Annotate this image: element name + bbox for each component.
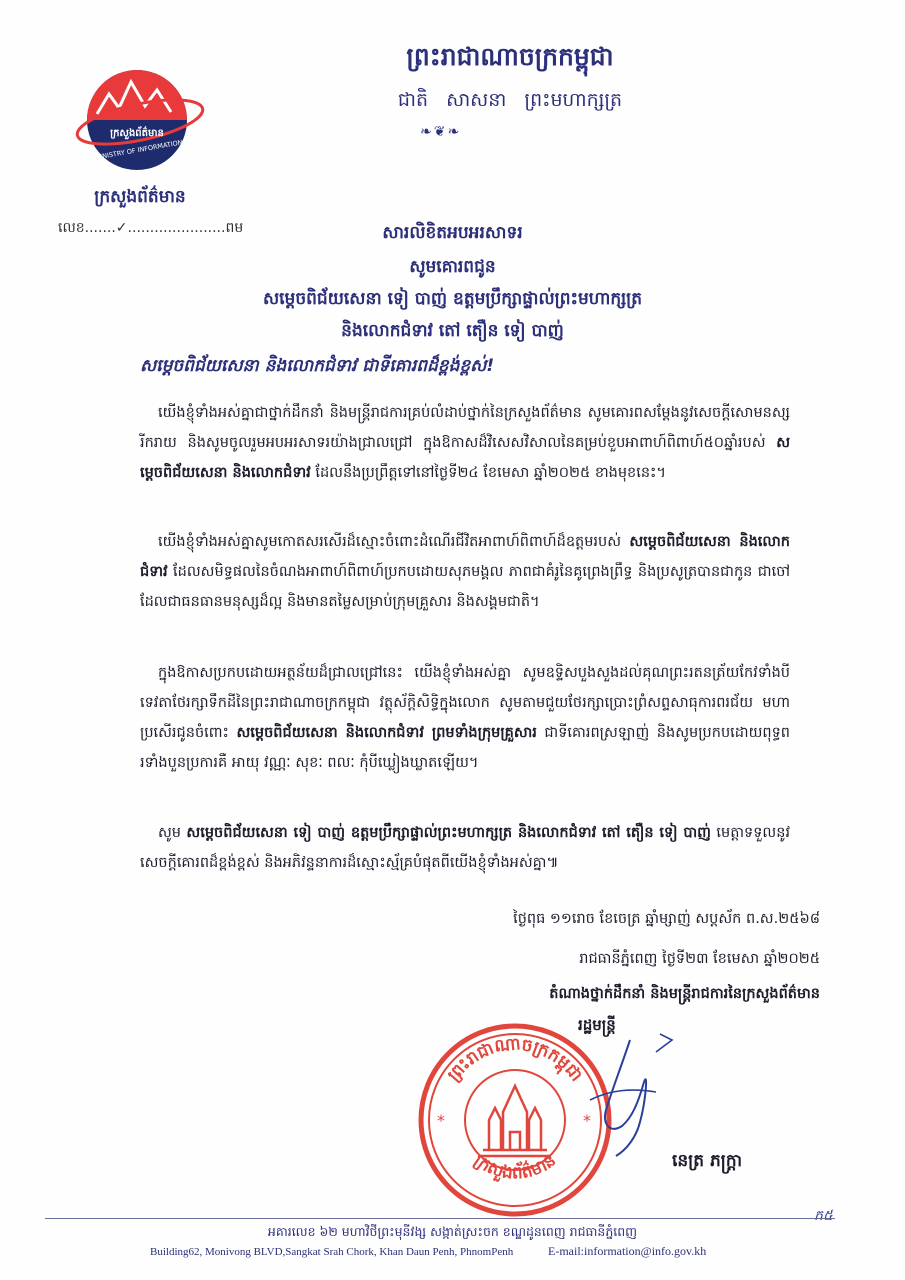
seal-star-icon: *	[437, 1111, 445, 1130]
p2-text-c: ដែលសមិទ្ធផលនៃចំណងអាពាហ៍ពិពាហ៍ប្រកបដោយសុភមង្គល ភាពជាគំរូនៃគូព្រេងព្រឹទ្ធ និងប្រសូត្របានជាកូន ជាចៅ ដែលជាធនធានមនុស្សដ៏ល្អ និងមានតម្លៃសម្រាប់ក្រុមគ្រួសារ និងសង្គមជាតិ។	[140, 564, 790, 610]
lunar-date: ថ្ងៃពុធ ១១រោច ខែចេត្រ ឆ្នាំម្សាញ់ សប្តស័ក ព.ស.២៥៦៨	[513, 911, 820, 927]
letter-title: សារលិខិតអបអរសាទរ	[382, 223, 523, 243]
signer-name: នេត្រ ភក្ត្រា	[672, 1151, 743, 1171]
footer-address-kh: អគារលេខ ៦២ មហាវិថីព្រះមុនីវង្ស សង្កាត់ស្រះចក ខណ្ឌដូនពេញ រាជធានីភ្នំពេញ	[267, 1224, 638, 1239]
header-ornament: ❧❦❧	[420, 124, 462, 140]
footer-address-en: Building62, Monivong BLVD,Sangkat Srah Chork, Khan Daun Penh, PhnomPenh	[150, 1246, 514, 1258]
p4-text-c: មេត្តាទទួលនូវសេចក្តីគោរពដ៏ខ្ពង់ខ្ពស់ និងអភិវន្ទនាការដ៏ស្មោះស្ម័គ្របំផុតពីយើងខ្ញុំទាំងអស់គ្នា៕	[140, 825, 791, 871]
page-mark	[812, 1205, 862, 1225]
p3-text-c: ជាទីគោរពស្រឡាញ់ និងសូមប្រកបដោយពុទ្ធពរទាំងបួនប្រការគឺ អាយុ វណ្ណៈ សុខៈ ពលៈ កុំបីឃ្លៀងឃ្លាតឡើយ។	[140, 725, 790, 771]
paragraph-2	[140, 527, 790, 617]
signature-stroke	[605, 1040, 646, 1156]
ministry-name: ក្រសួងព័ត៌មាន	[94, 187, 186, 207]
greeting: សម្តេចពិជ័យសេនា និងលោកជំទាវ ជាទីគោរពដ៏ខ្ពង់ខ្ពស់!	[140, 356, 495, 376]
seal-star-icon: *	[583, 1111, 591, 1130]
salutation: សូមគោរពជូន	[409, 257, 496, 277]
logo-text-en: MINISTRY OF INFORMATION	[94, 138, 184, 162]
place-date: រាជធានីភ្នំពេញ ថ្ងៃទី២៣ ខែមេសា ឆ្នាំ២០២៥	[579, 951, 820, 967]
signature-stroke	[656, 1034, 672, 1052]
logo-text-kh: ក្រសួងព័ត៌មាន	[110, 128, 164, 139]
national-motto: ជាតិ សាសនា ព្រះមហាក្សត្រ	[397, 89, 623, 111]
p2-text-a: យើងខ្ញុំទាំងអស់គ្នាសូមកោតសរសើរដ៏ស្មោះចំពោះដំណើរជីវិតអាពាហ៍ពិពាហ៍ដ៏ឧត្តមរបស់	[158, 534, 622, 550]
page-mark-text: ក៥	[814, 1208, 833, 1224]
p4-text-bold: សម្តេចពិជ័យសេនា ទៀ បាញ់ ឧត្តមប្រឹក្សាផ្ទាល់ព្រះមហាក្សត្រ និងលោកជំទាវ តៅ តឿន ទៀ បាញ់	[186, 825, 711, 841]
p2-text-bold: សម្តេចពិជ័យសេនា និងលោកជំទាវ	[140, 534, 791, 580]
p3-text-bold: សម្តេចពិជ័យសេនា និងលោកជំទាវ ព្រមទាំងក្រុមគ្រួសារ	[236, 725, 537, 741]
paragraph-1	[140, 398, 790, 488]
p1-text-bold: សម្តេចពិជ័យសេនា និងលោកជំទាវ	[140, 435, 790, 481]
minister-title: រដ្ឋមន្ត្រី	[578, 1016, 616, 1034]
angkor-temple-icon	[479, 1086, 551, 1156]
ministry-logo	[75, 62, 210, 177]
footer-email: E-mail:information@info.gov.kh	[548, 1244, 707, 1258]
footer-divider	[45, 1218, 835, 1219]
p3-text-a: ក្នុងឱកាសប្រកបដោយអត្ថន័យដ៏ជ្រាលជ្រៅនេះ យើងខ្ញុំទាំងអស់គ្នា សូមឧទ្ទិសបួងសួងដល់គុណព្រះរតនត្រ័យកែវទាំងបី ទេវតាថែរក្សាទឹកដីនៃព្រះរាជាណាចក្រកម្ពុជា វត្ថុស័ក្តិសិទ្ធិក្នុងលោក សូមតាមជួយថែរក្សាប្រោះព្រំសព្ទសាធុការពរជ័យ មហាប្រសើរជូនចំពោះ	[140, 665, 790, 741]
paragraph-3	[140, 658, 790, 778]
on-behalf-line: តំណាងថ្នាក់ដឹកនាំ និងមន្ត្រីរាជការនៃក្រសួងព័ត៌មាន	[549, 986, 820, 1002]
reference-number: លេខ.......✓......................ពម	[58, 220, 244, 236]
p4-text-a: សូម	[158, 825, 182, 841]
paragraph-4	[140, 818, 790, 878]
p1-text-c: ដែលនឹងប្រព្រឹត្តទៅនៅថ្ងៃទី២៤ ខែមេសា ឆ្នាំ២០២៥ ខាងមុខនេះ។	[315, 465, 666, 481]
p1-text-a: យើងខ្ញុំទាំងអស់គ្នាជាថ្នាក់ដឹកនាំ និងមន្ត្រីរាជការគ្រប់លំដាប់ថ្នាក់នៃក្រសួងព័ត៌មាន សូមគោរពសម្តែងនូវសេចក្តីសោមនស្សរីករាយ និងសូមចូលរួមអបអរសាទរយ៉ាងជ្រាលជ្រៅ ក្នុងឱកាសដ៏វិសេសវិសាលនៃគម្រប់ខួបអាពាហ៍ពិពាហ៍៥០ឆ្នាំរបស់	[140, 405, 790, 451]
seal-text-top: ព្រះរាជាណាចក្រកម្ពុជា	[443, 1034, 587, 1086]
recipient-line-2: និងលោកជំទាវ តៅ តឿន ទៀ បាញ់	[341, 321, 564, 341]
kingdom-heading: ព្រះរាជាណាចក្រកម្ពុជា	[406, 42, 614, 71]
handwritten-signature	[560, 1030, 680, 1160]
seal-text-bottom: ក្រសួងព័ត៌មាន	[470, 1150, 560, 1184]
recipient-line-1: សម្តេចពិជ័យសេនា ទៀ បាញ់ ឧត្តមប្រឹក្សាផ្ទាល់ព្រះមហាក្សត្រ	[262, 289, 643, 309]
